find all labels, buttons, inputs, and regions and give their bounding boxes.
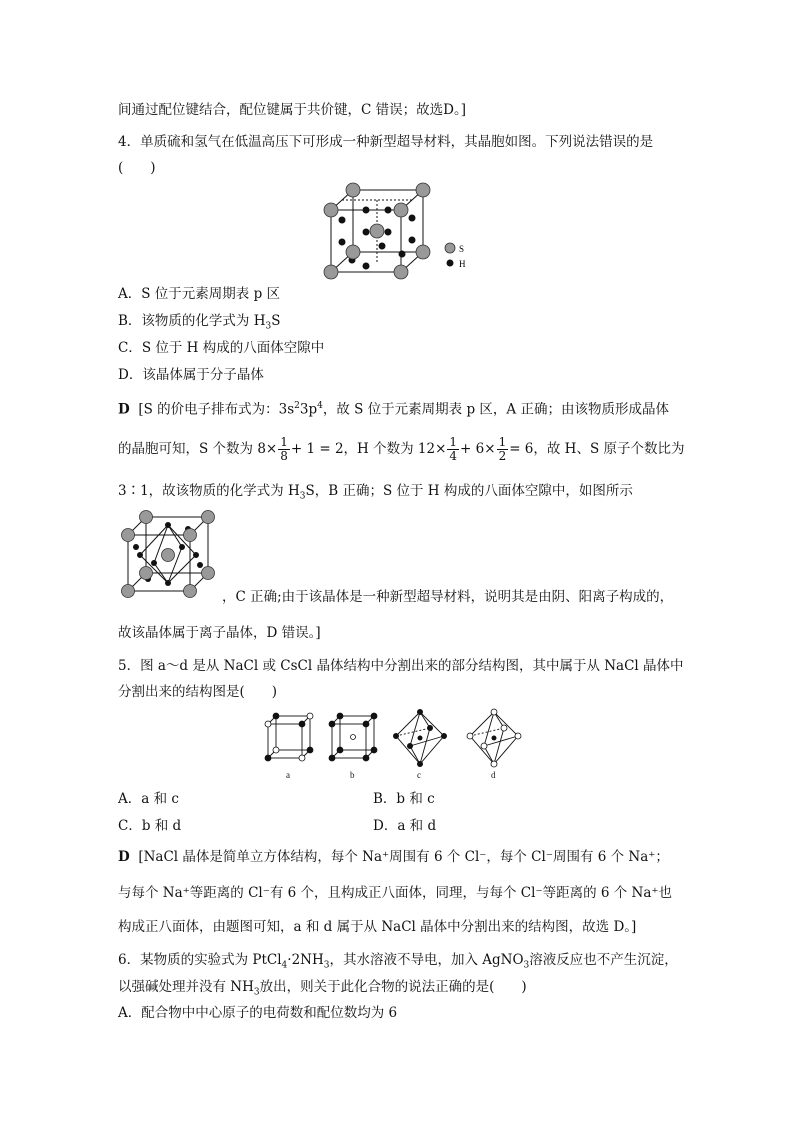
legend-s-label: S bbox=[459, 244, 465, 254]
label-b: b bbox=[350, 770, 355, 780]
structure-c bbox=[393, 709, 447, 767]
h3s-unit-cell-figure bbox=[322, 180, 482, 280]
structure-d bbox=[467, 709, 521, 767]
question-4-option-d: D．该晶体属于分子晶体 bbox=[118, 367, 264, 383]
structure-b bbox=[329, 713, 377, 761]
label-a: a bbox=[286, 770, 290, 780]
answer-tail-line: 间通过配位键结合，配位键属于共价键，C 错误；故选D。] bbox=[118, 102, 466, 118]
question-6-line-1: 6．某物质的实验式为 $PtCl_4\cdot 2NH_3$，其水溶液不导电，加入 AgNO$_3$溶液反应也不产生沉淀， bbox=[118, 952, 678, 971]
octahedral-void-figure bbox=[118, 507, 218, 602]
answer-5-line-1: D [NaCl 晶体是简单立方体结构，每个 Na⁺周围有 6 个 Cl⁻，每个 Cl⁻周围有 6 个 Na⁺； bbox=[118, 849, 669, 865]
answer-4-line-1: D [S 的价电子排布式为：$3s^23p^4$，故 S 位于元素周期表 p 区，A 正确；由该物质形成晶体 bbox=[118, 401, 669, 418]
question-5-option-b: B．b 和 c bbox=[373, 791, 435, 807]
question-5-option-c: C．b 和 d bbox=[118, 818, 182, 834]
question-4-option-c: C．S 位于 H 构成的八面体空隙中 bbox=[118, 340, 325, 356]
fraction-one-quarter: $\frac{1}{4}$ bbox=[449, 435, 458, 463]
structures-a-d-figure bbox=[262, 708, 542, 783]
question-5-line-1: 5．图 a～d 是从 NaCl 或 CsCl 晶体结构中分割出来的部分结构图，其中属于从 NaCl 晶体中 bbox=[118, 658, 684, 674]
answer-4-line-5: 故该晶体属于离子晶体，D 错误。] bbox=[118, 625, 321, 641]
question-4-option-a: A．S 位于元素周期表 p 区 bbox=[118, 286, 281, 302]
answer-4-line-2: 的晶胞可知，S 个数为 8× $\frac{1}{8}$ + 1 = 2，H 个数为 12× $\frac{1}{4}$ + 6× $\frac{1}{2}$ = 6，故 H、S 原子个数比为 bbox=[118, 435, 685, 463]
question-5-line-2: 分割出来的结构图是( ) bbox=[118, 684, 278, 700]
answer-5-line-3: 构成正八面体，由题图可知，a 和 d 属于从 NaCl 晶体中分割出来的结构图，故选 D。] bbox=[118, 919, 637, 935]
question-6-line-2: 以强碱处理并没有 $NH_3$放出，则关于此化合物的说法正确的是( ) bbox=[118, 979, 527, 998]
question-4-stem: 4．单质硫和氢气在低温高压下可形成一种新型超导材料，其晶胞如图。下列说法错误的是 bbox=[118, 134, 654, 150]
label-c: c bbox=[417, 770, 421, 780]
label-d: d bbox=[491, 770, 496, 780]
structure-a bbox=[265, 713, 313, 761]
fraction-one-eighth: $\frac{1}{8}$ bbox=[280, 435, 288, 463]
question-5-option-d: D．a 和 d bbox=[373, 818, 437, 834]
question-5-option-a: A．a 和 c bbox=[118, 791, 179, 807]
fraction-one-half: $\frac{1}{2}$ bbox=[498, 435, 507, 463]
answer-4-line-4: ，C 正确;由于该晶体是一种新型超导材料，说明其是由阴、阳离子构成的， bbox=[222, 589, 674, 605]
question-4-option-b: B．该物质的化学式为 $H_3S$ bbox=[118, 313, 281, 332]
legend-h-label: H bbox=[459, 259, 466, 269]
question-4-paren: ( ) bbox=[118, 160, 156, 176]
answer-4-line-3: 3∶1，故该物质的化学式为 $H_3S$，B 正确；S 位于 H 构成的八面体空隙中，如图所示 bbox=[118, 483, 633, 502]
answer-5-line-2: 与每个 Na⁺等距离的 Cl⁻有 6 个，且构成正八面体，同理，与每个 Cl⁻等距离的 6 个 Na⁺也 bbox=[118, 885, 673, 901]
question-6-option-a: A．配合物中中心原子的电荷数和配位数均为 6 bbox=[118, 1005, 398, 1021]
